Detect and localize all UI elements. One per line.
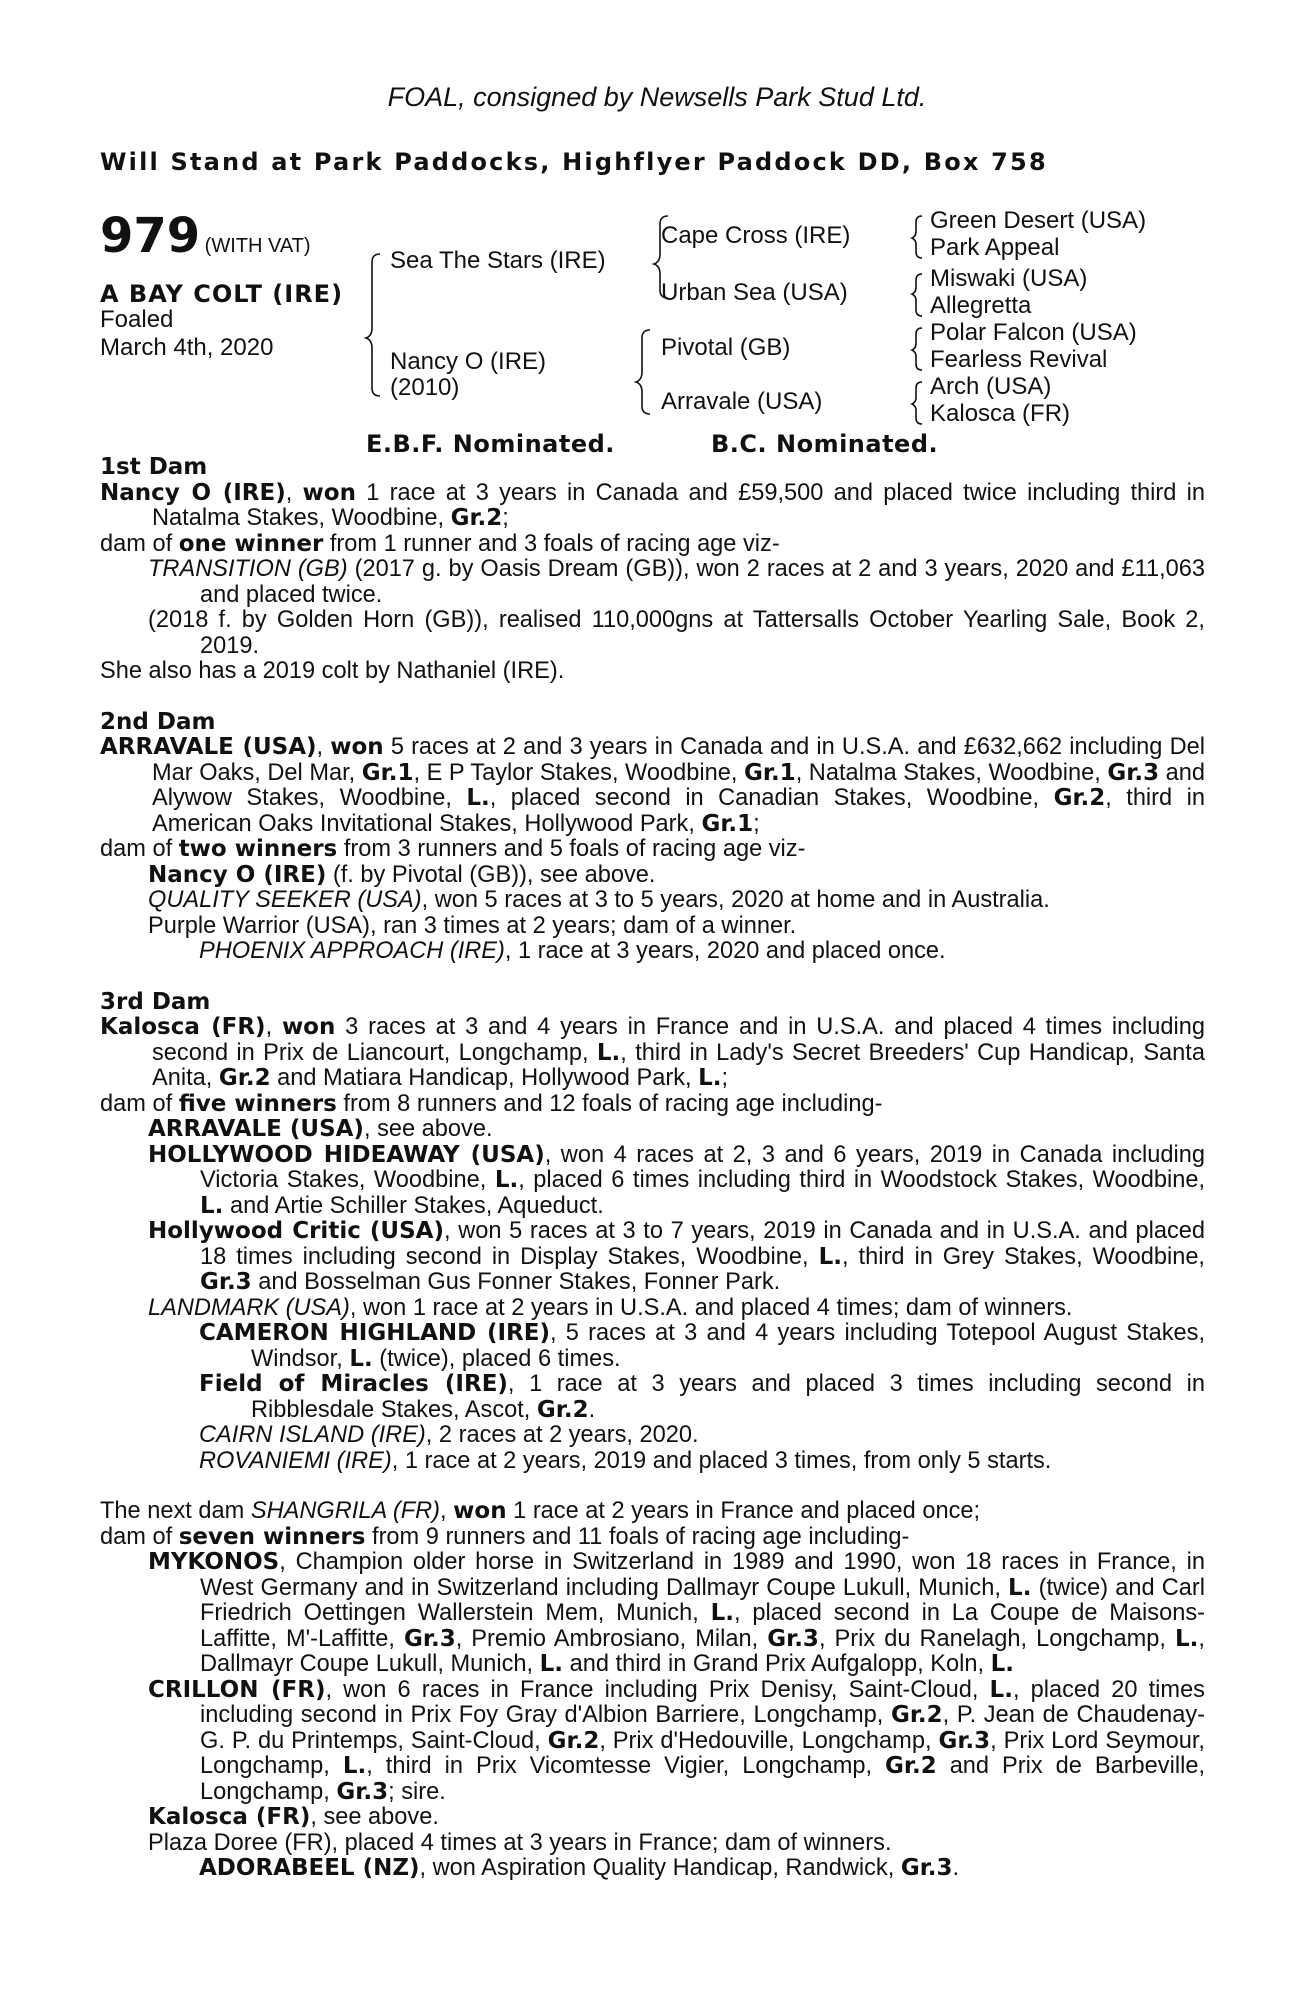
lot-title: A BAY COLT (IRE)	[100, 280, 344, 308]
progeny-quality-seeker: QUALITY SEEKER (USA), won 5 races at 3 to 5 years, 2020 at home and in Australia.	[148, 887, 1050, 913]
ebf-nomination: E.B.F. Nominated.	[366, 430, 615, 458]
bracket-sd	[912, 274, 922, 316]
catalogue-text	[100, 455, 1205, 1882]
bracket-dam	[636, 330, 650, 414]
stand-location: Will Stand at Park Paddocks, Highflyer Paddock DD, Box 758	[100, 148, 1048, 176]
bracket-main	[366, 254, 380, 396]
ss-dam: Park Appeal	[930, 234, 1060, 261]
progeny-crillon: CRILLON (FR), won 6 races in France including Prix Denisy, Saint-Cloud, L., placed 20 times including second in Prix Foy Gray d'Albion Barriere, Longchamp, Gr.2, P. Jean de Chaudenay-G. P. du Printemps, Saint-Cloud, Gr.2, Prix d'Hedouville, Longchamp, Gr.3, Prix Lord Seymour, Longchamp, L., third in Prix Vicomtesse Vigier, Longchamp, Gr.2 and Prix de Barbeville, Longchamp, Gr.3; sire.	[148, 1676, 1206, 1805]
dd-sire: Arch (USA)	[930, 373, 1052, 400]
ss-sire: Green Desert (USA)	[930, 207, 1147, 234]
progeny-cameron-highland: CAMERON HIGHLAND (IRE), 5 races at 3 and 4 years including Totepool August Stakes, Windsor, L. (twice), placed 6 times.	[199, 1320, 1205, 1372]
consignor-line: FOAL, consigned by Newsells Park Stud Ltd.	[387, 82, 927, 112]
progeny-arravale: ARRAVALE (USA), see above.	[148, 1116, 493, 1142]
bracket-ss	[912, 216, 922, 258]
progeny-hollywood-hideaway: HOLLYWOOD HIDEAWAY (USA), won 4 races at 2, 3 and 6 years, 2019 in Canada including Victoria Stakes, Woodbine, L., placed 6 times including third in Woodstock Stakes, Woodbine, L. and Artie Schiller Stakes, Aqueduct.	[148, 1141, 1206, 1219]
dam-name: Nancy O (IRE)	[390, 348, 547, 375]
first-dam-record: Nancy O (IRE), won 1 race at 3 years in Canada and £59,500 and placed twice including third in Natalma Stakes, Woodbine, Gr.2;	[100, 479, 1205, 531]
progeny-field-of-miracles: Field of Miracles (IRE), 1 race at 3 years and placed 3 times including second in Ribblesdale Stakes, Ascot, Gr.2.	[199, 1371, 1205, 1423]
sire-sire: Cape Cross (IRE)	[661, 222, 851, 249]
progeny-landmark: LANDMARK (USA), won 1 race at 2 years in U.S.A. and placed 4 times; dam of winners.	[148, 1294, 1073, 1321]
first-dam-produce: dam of one winner from 1 runner and 3 foals of racing age viz-	[100, 530, 780, 557]
next-dam-record: The next dam SHANGRILA (FR), won 1 race at 2 years in France and placed once;	[100, 1498, 981, 1524]
progeny-adorabeel: ADORABEEL (NZ), won Aspiration Quality Handicap, Randwick, Gr.3.	[199, 1855, 960, 1881]
third-dam-produce: dam of five winners from 8 runners and 12 foals of racing age including-	[100, 1090, 883, 1117]
foaled-label: Foaled	[100, 306, 174, 333]
progeny-purple-warrior: Purple Warrior (USA), ran 3 times at 2 years; dam of a winner.	[148, 912, 797, 939]
ds-dam: Fearless Revival	[930, 346, 1108, 373]
sd-dam: Allegretta	[930, 292, 1032, 319]
progeny-kalosca: Kalosca (FR), see above.	[148, 1804, 439, 1830]
vat-note: (WITH VAT)	[204, 235, 311, 257]
third-dam-heading: 3rd Dam	[100, 988, 211, 1015]
progeny-plaza-doree: Plaza Doree (FR), placed 4 times at 3 years in France; dam of winners.	[148, 1829, 892, 1856]
third-dam-record: Kalosca (FR), won 3 races at 3 and 4 years in France and in U.S.A. and placed 4 times including second in Prix de Liancourt, Longchamp, L., third in Lady's Secret Breeders' Cup Handicap, Santa Anita, Gr.2 and Matiara Handicap, Hollywood Park, L.;	[100, 1014, 1205, 1091]
first-dam-also: She also has a 2019 colt by Nathaniel (IRE).	[100, 658, 565, 684]
dam-dam: Arravale (USA)	[661, 388, 823, 415]
progeny-mykonos: MYKONOS, Champion older horse in Switzerland in 1989 and 1990, won 18 races in France, in West Germany and in Switzerland including Dallmayr Coupe Lukull, Munich, L. (twice) and Carl Friedrich Oettingen Wallerstein Mem, Munich, L., placed second in La Coupe de Maisons-Laffitte, M'-Laffitte, Gr.3, Premio Ambrosiano, Milan, Gr.3, Prix du Ranelagh, Longchamp, L., Dallmayr Coupe Lukull, Munich, L. and third in Grand Prix Aufgalopp, Koln, L.	[148, 1549, 1205, 1677]
dd-dam: Kalosca (FR)	[930, 400, 1071, 427]
first-dam-heading: 1st Dam	[100, 454, 208, 480]
second-dam-heading: 2nd Dam	[100, 708, 216, 735]
progeny-phoenix-approach: PHOENIX APPROACH (IRE), 1 race at 3 years, 2020 and placed once.	[199, 938, 946, 964]
sire-name: Sea The Stars (IRE)	[390, 247, 606, 274]
foaled-date: March 4th, 2020	[100, 334, 274, 361]
next-dam-produce: dam of seven winners from 9 runners and 11 foals of racing age including-	[100, 1523, 910, 1550]
bracket-ds	[912, 328, 922, 370]
progeny-cairn-island: CAIRN ISLAND (IRE), 2 races at 2 years, 2020.	[199, 1422, 699, 1448]
progeny-rovaniemi: ROVANIEMI (IRE), 1 race at 2 years, 2019 and placed 3 times, from only 5 starts.	[199, 1447, 1052, 1474]
sd-sire: Miswaki (USA)	[930, 265, 1088, 292]
progeny-transition: TRANSITION (GB) (2017 g. by Oasis Dream (GB)), won 2 races at 2 and 3 years, 2020 and £11,063 and placed twice.	[148, 556, 1206, 608]
progeny-nancy-o: Nancy O (IRE) (f. by Pivotal (GB)), see above.	[148, 861, 656, 888]
second-dam-record: ARRAVALE (USA), won 5 races at 2 and 3 years in Canada and in U.S.A. and £632,662 including Del Mar Oaks, Del Mar, Gr.1, E P Taylor Stakes, Woodbine, Gr.1, Natalma Stakes, Woodbine, Gr.3 and Alywow Stakes, Woodbine, L., placed second in Canadian Stakes, Woodbine, Gr.2, third in American Oaks Invitational Stakes, Hollywood Park, Gr.1;	[100, 734, 1206, 837]
sire-dam: Urban Sea (USA)	[661, 279, 848, 306]
progeny-2018-filly: (2018 f. by Golden Horn (GB)), realised 110,000gns at Tattersalls October Yearling Sale, Book 2, 2019.	[148, 607, 1205, 659]
bracket-dd	[912, 382, 922, 424]
second-dam-produce: dam of two winners from 3 runners and 5 foals of racing age viz-	[100, 836, 806, 862]
dam-year: (2010)	[390, 374, 460, 401]
lot-number: 979	[100, 208, 201, 264]
progeny-hollywood-critic: Hollywood Critic (USA), won 5 races at 3 to 7 years, 2019 in Canada and in U.S.A. and placed 18 times including second in Display Stakes, Woodbine, L., third in Grey Stakes, Woodbine, Gr.3 and Bosselman Gus Fonner Stakes, Fonner Park.	[148, 1218, 1205, 1295]
ds-sire: Polar Falcon (USA)	[930, 319, 1137, 346]
bc-nomination: B.C. Nominated.	[711, 430, 939, 458]
dam-sire: Pivotal (GB)	[661, 334, 791, 361]
